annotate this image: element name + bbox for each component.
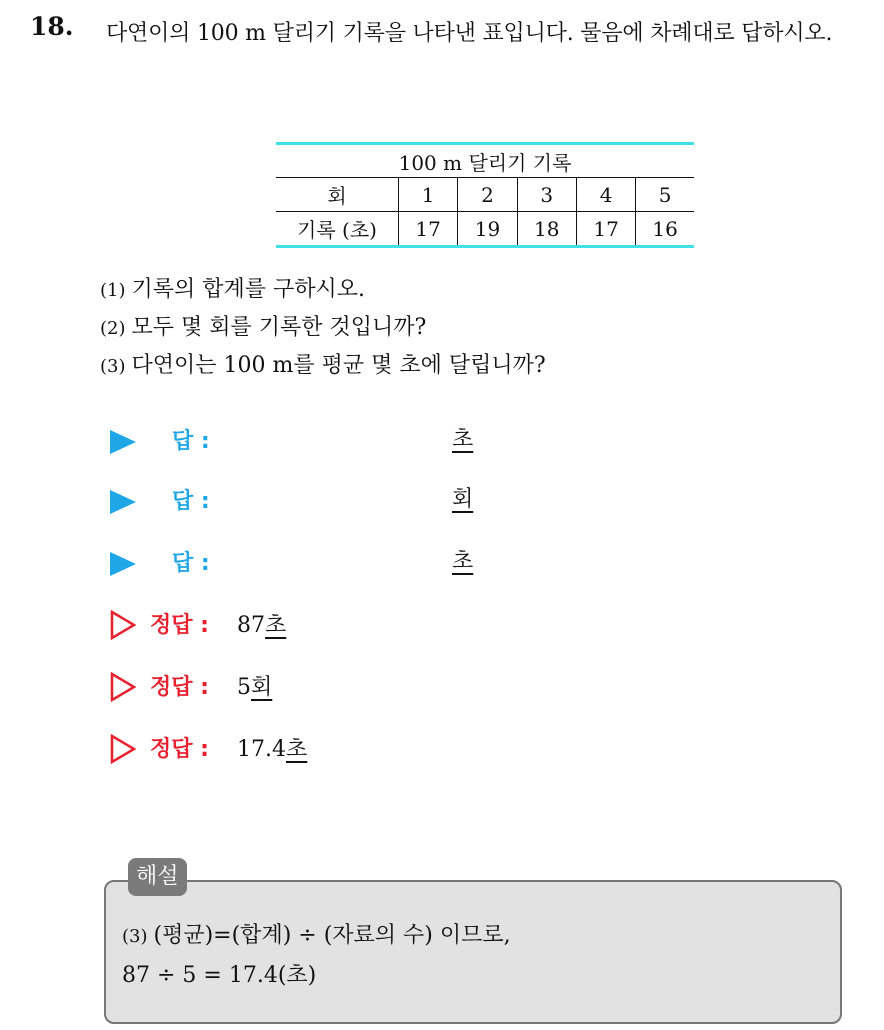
correct-value [237,608,286,639]
record-cell: 16 [636,212,694,247]
subquestion-number: (3) [100,356,126,377]
subquestion-2 [100,310,426,341]
answer-unit: 초 [452,427,474,452]
play-triangle-icon [110,552,136,576]
explanation-tag: 해설 [128,858,187,896]
explanation-text: (평균)=(합계) ÷ (자료의 수) 이므로, [153,923,511,948]
answer-unit: 회 [452,487,474,512]
correct-unit: 초 [265,613,287,638]
correct-label: 정답 : [150,613,209,638]
question-text: 다연이의 100 m 달리기 기록을 나타낸 표입니다. 물음에 차례대로 답하시오. [106,21,833,46]
correct-number: 87 [237,613,265,638]
answer-label: 답 : [172,551,210,576]
subquestion-3 [100,348,546,379]
subquestion-text: 기록의 합계를 구하시오. [131,277,366,302]
explanation-box [104,880,842,1024]
question-number: 18. [30,12,74,41]
correct-unit: 초 [285,737,308,762]
subquestion-1 [100,272,365,303]
round-cell: 4 [576,178,635,212]
record-cell: 17 [576,212,635,247]
subquestion-text: 모두 몇 회를 기록한 것입니까? [131,315,427,340]
record-cell: 17 [399,212,458,247]
play-triangle-icon [110,490,136,514]
outline-triangle-icon [110,610,136,640]
answer-label: 답 : [172,489,210,514]
play-triangle-icon [110,430,136,454]
correct-label: 정답 : [150,737,209,762]
explanation-line-1 [122,918,511,949]
answer-label: 답 : [172,429,210,454]
correct-number: 17.4 [237,737,286,762]
subquestion-number: (2) [100,318,126,339]
row-header-round: 회 [276,178,399,212]
subquestion-text: 다연이는 100 m를 평균 몇 초에 달립니까? [131,353,546,378]
correct-unit: 회 [251,675,273,700]
correct-number: 5 [237,675,251,700]
round-cell: 3 [517,178,576,212]
correct-value [237,732,307,763]
subquestion-number: (1) [100,280,126,301]
round-cell: 5 [636,178,694,212]
correct-value [237,670,272,701]
table-caption: 100 m 달리기 기록 [276,144,694,178]
answer-unit: 초 [452,549,474,574]
explanation-number: (3) [122,926,148,947]
round-cell: 2 [458,178,517,212]
row-header-record: 기록 (초) [276,212,399,247]
explanation-line-2: 87 ÷ 5 = 17.4(초) [122,963,317,988]
record-table [276,142,694,248]
outline-triangle-icon [110,734,136,764]
correct-label: 정답 : [150,675,209,700]
record-cell: 19 [458,212,517,247]
record-cell: 18 [517,212,576,247]
outline-triangle-icon [110,672,136,702]
round-cell: 1 [399,178,458,212]
